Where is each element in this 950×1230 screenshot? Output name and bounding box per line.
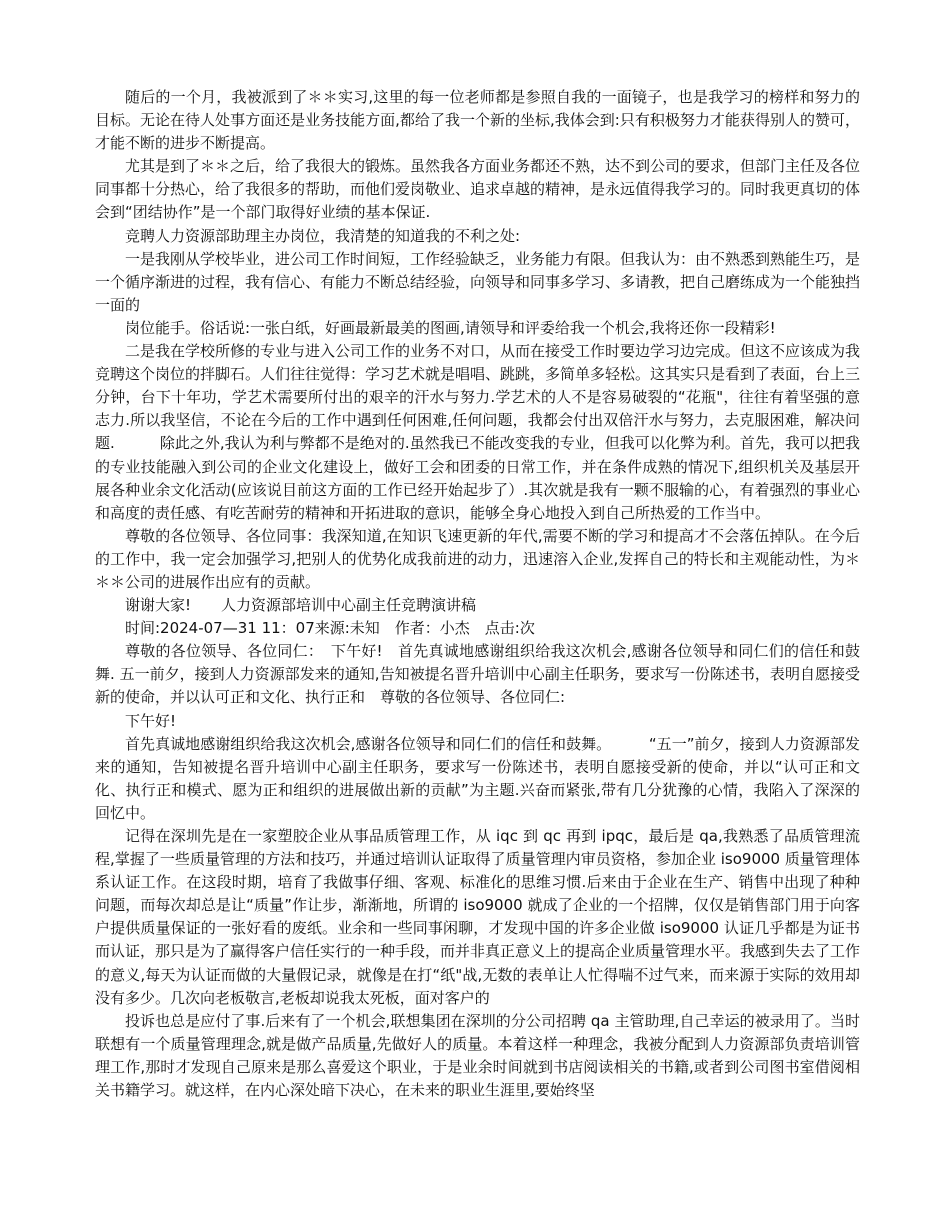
paragraph-good-afternoon: 下午好! [125,711,177,730]
paragraph-internship: 随后的一个月，我被派到了＊＊实习,这里的每一位老师都是参照自我的一面镜子，也是我学习的榜样和努力的目标。无论在待人处事方面还是业务技能方面,都给了我一个新的坐标,我体会到:只有积极努力才能获得别人的赞可，才能不断的进步不断提高。 [95,88,860,153]
paragraph-training: 尤其是到了＊＊之后，给了我很大的锻炼。虽然我各方面业务都还不熟，达不到公司的要求，但部门主任及各位同事都十分热心，给了我很多的帮助，而他们爱岗敬业、追求卓越的精神，是永远值得我学习的。同时我更真切的体会到“团结协作”是一个部门取得好业绩的基本保证. [95,157,861,222]
paragraph-shenzhen-quality: 记得在深圳先是在一家塑胶企业从事品质管理工作，从 iqc 到 qc 再到 ipqc，最后是 qa,我熟悉了品质管理流程,掌握了一些质量管理的方法和技巧，并通过培训认证取得了质量管理内审员资格，参加企业 iso9000 质量管理体系认证工作。在这段时期，培育了我做事仔细、客观、标准化的思维习惯.后来由于企业在生产、销售中出现了种种问题，而每次却总是让“质量”作让步，渐渐地，所谓的 iso9000 就成了企业的一个招牌，仅仅是销售部门用于向客户提供质量保证的一张好看的废纸。业余和一些同事闲聊，才发现中国的许多企业做 iso9000 认证几乎都是为证书而认证，那只是为了赢得客户信任实行的一种手段，而并非真正意义上的提高企业质量管理水平。我感到失去了工作的意义,每天为认证而做的大量假记录，就像是在打“纸"战,无数的表单让人忙得喘不过气来，而来源于实际的效用却没有多少。几次向老板敬言,老板却说我太死板，面对客户的 [95,827,861,1007]
paragraph-meta: 时间:2024-07—31 11：07来源:未知 作者：小杰 点击:次 [125,619,535,638]
paragraph-thanks-title: 谢谢大家! 人力资源部培训中心副主任竞聘演讲稿 [125,596,477,615]
document-page [95,86,860,1102]
paragraph-closing: 尊敬的各位领导、各位同事：我深知道,在知识飞速更新的年代,需要不断的学习和提高才不会落伍掉队。在今后的工作中，我一定会加强学习,把别人的优势化成我前进的动力，迅速溶入企业,发挥自己的特长和主观能动性，为＊＊＊公司的进展作出应有的贡献。 [95,526,860,591]
paragraph-weakness-one: 一是我刚从学校毕业，进公司工作时间短，工作经验缺乏，业务能力有限。但我认为：由不熟悉到熟能生巧，是一个循序渐进的过程，我有信心、有能力不断总结经验，向领导和同事多学习、多请教，把自己磨练成为一个能独挡一面的 [95,249,861,314]
paragraph-nomination: 首先真诚地感谢组织给我这次机会,感谢各位领导和同仁们的信任和鼓舞。 “五一”前夕，接到人力资源部发来的通知，告知被提名晋升培训中心副主任职务，要求写一份陈述书，表明自愿接受新的使命，并以“认可正和文化、执行正和模式、愿为正和组织的进展做出新的贡献”为主题.兴奋而紧张,带有几分犹豫的心情，我陷入了深深的回忆中。 [95,734,860,822]
paragraph-lenovo: 投诉也总是应付了事.后来有了一个机会,联想集团在深圳的分公司招聘 qa 主管助理,自己幸运的被录用了。当时联想有一个质量管理理念,就是做产品质量,先做好人的质量。本着这样一种理念，我被分配到人力资源部负责培训管理工作,那时才发现自己原来是那么喜爱这个职业，于是业余时间就到书店阅读相关的书籍,或者到公司图书室借阅相关书籍学习。就这样，在内心深处暗下决心，在未来的职业生涯里,要始终坚 [95,1011,860,1100]
paragraph-job-expert: 岗位能手。俗话说:一张白纸，好画最新最美的图画,请领导和评委给我一个机会,我将还你一段精彩! [125,318,776,337]
paragraph-weakness-intro: 竞聘人力资源部助理主办岗位，我清楚的知道我的不利之处: [125,226,521,245]
paragraph-greeting-summary: 尊敬的各位领导、各位同仁： 下午好! 首先真诚地感谢组织给我这次机会,感谢各位领导和同仁们的信任和鼓舞. 五一前夕，接到人力资源部发来的通知,告知被提名晋升培训中心副主任职务，要求写一份陈述书，表明自愿接受新的使命，并以认可正和文化、执行正和 尊敬的各位领导、各位同仁: [95,642,860,707]
paragraph-weakness-two: 二是我在学校所修的专业与进入公司工作的业务不对口，从而在接受工作时要边学习边完成。但这不应该成为我竞聘这个岗位的拌脚石。人们往往觉得：学习艺术就是唱唱、跳跳，多简单多轻松。这其实只是看到了表面，台上三分钟，台下十年功，学艺术需要所付出的艰辛的汗水与努力.学艺术的人不是容易破裂的“花瓶"，往往有着坚强的意志力.所以我坚信，不论在今后的工作中遇到任何困难,任何问题，我都会付出双倍汗水与努力，去克服困难，解决问题. 除此之外,我认为利与弊都不是绝对的.虽然我已不能改变我的专业，但我可以化弊为利。首先，我可以把我的专业技能融入到公司的企业文化建设上，做好工会和团委的日常工作，并在条件成熟的情况下,组织机关及基层开展各种业余文化活动(应该说目前这方面的工作已经开始起步了）.其次就是我有一颗不服输的心，有着强烈的事业心和高度的责任感、有吃苦耐劳的精神和开拓进取的意识，能够全身心地投入到自己所热爱的工作当中。 [95,342,861,522]
